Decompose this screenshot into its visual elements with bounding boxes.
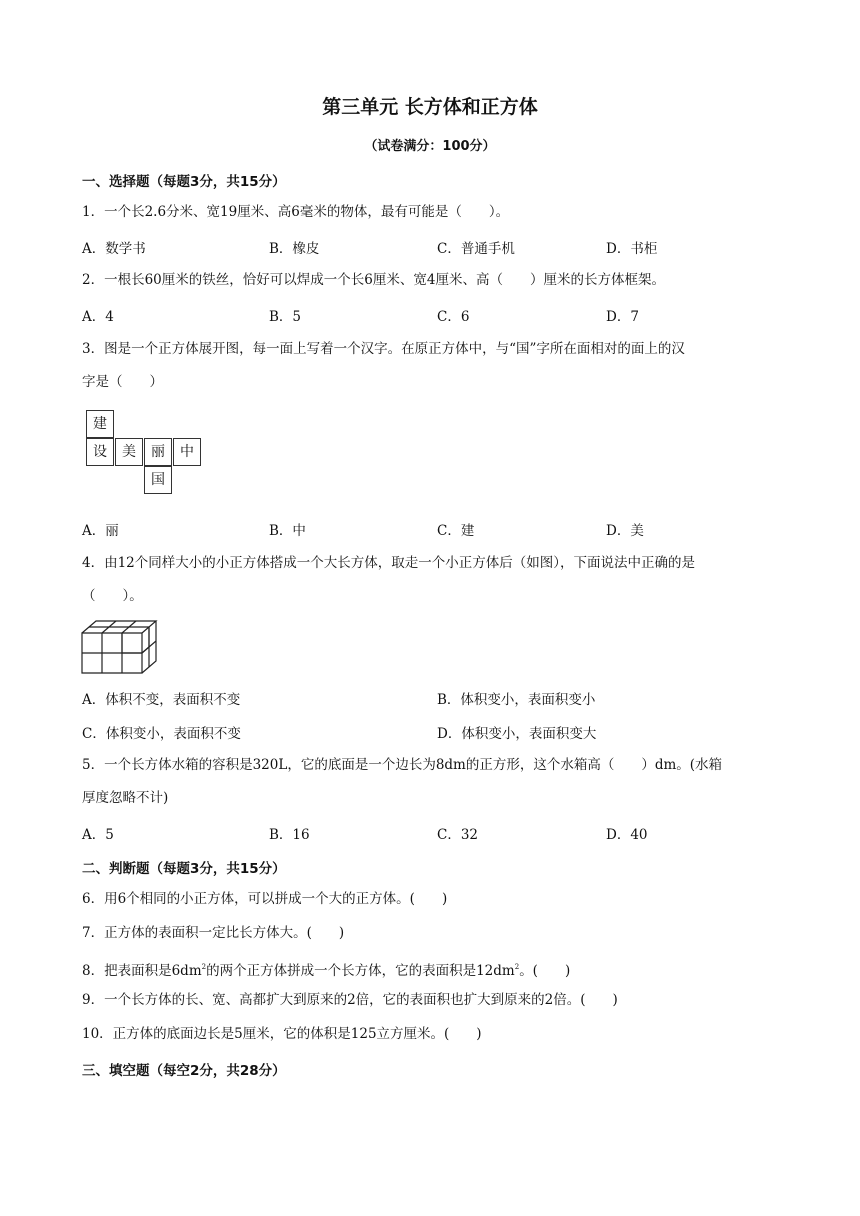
question-4-line1: 4．由12个同样大小的小正方体搭成一个大长方体，取走一个小正方体后（如图），下面说法中正确的是 [82,555,696,571]
q8-superscript-2: 2 [514,963,520,971]
question-5-line1: 5．一个长方体水箱的容积是320L，它的底面是一个边长为8dm的正方形，这个水箱高（ ）dm。(水箱 [82,757,723,773]
net-face-jian: 建 [86,410,114,438]
q8-superscript-1: 2 [201,963,207,971]
q4-option-a: A．体积不变，表面积不变 [82,692,241,708]
net-face-li: 丽 [144,438,172,466]
question-1: 1．一个长2.6分米、宽19厘米、高6毫米的物体，最有可能是（ ）。 [82,204,510,220]
q8-text-b: 的两个正方体拼成一个长方体，它的表面积是12dm [206,963,515,979]
question-3-line2: 字是（ ） [82,374,163,390]
question-6: 6．用6个相同的小正方体，可以拼成一个大的正方体。( ) [82,891,448,907]
q5-option-b: B．16 [269,827,310,843]
net-face-she: 设 [86,438,114,466]
q3-option-b: B．中 [269,523,306,539]
q8-text-a: 8．把表面积是6dm [82,963,202,979]
q4-option-b: B．体积变小，表面积变小 [437,692,596,708]
q4-option-d: D．体积变小，表面积变大 [437,726,597,742]
question-2: 2．一根长60厘米的铁丝，恰好可以焊成一个长6厘米、宽4厘米、高（ ）厘米的长方体框架。 [82,272,665,288]
question-9: 9．一个长方体的长、宽、高都扩大到原来的2倍，它的表面积也扩大到原来的2倍。( ) [82,992,618,1008]
q8-text-c: 。( ) [519,963,571,979]
q4-option-c: C．体积变小，表面积不变 [82,726,241,742]
question-7: 7．正方体的表面积一定比长方体大。( ) [82,925,345,941]
question-3-line1: 3．图是一个正方体展开图，每一面上写着一个汉字。在原正方体中，与“国”字所在面相对的面上的汉 [82,341,685,357]
section-heading-judgment: 二、判断题（每题3分，共15分） [82,861,286,877]
q2-option-a: A．4 [82,309,114,325]
q3-option-c: C．建 [437,523,475,539]
q3-option-a: A．丽 [82,523,119,539]
net-face-zhong: 中 [173,438,201,466]
question-4-line2: （ ）。 [82,588,143,604]
cube-net-figure [86,410,206,500]
q3-option-d: D．美 [606,523,644,539]
question-5-line2: 厚度忽略不计) [82,790,169,806]
section-heading-choice: 一、选择题（每题3分，共15分） [82,174,286,190]
question-10: 10．正方体的底面边长是5厘米，它的体积是125立方厘米。( ) [82,1026,482,1042]
q2-option-d: D．7 [606,309,639,325]
question-8 [82,958,570,980]
page-subtitle: （试卷满分：100分） [364,139,496,154]
q1-option-d: D．书柜 [606,241,658,257]
cuboid-figure [80,617,160,675]
q5-option-d: D．40 [606,827,648,843]
net-face-guo: 国 [144,466,172,494]
net-face-mei: 美 [115,438,143,466]
q2-option-c: C．6 [437,309,470,325]
page-title: 第三单元 长方体和正方体 [322,96,538,118]
q2-option-b: B．5 [269,309,302,325]
section-heading-fill-blank: 三、填空题（每空2分，共28分） [82,1063,286,1079]
q5-option-a: A．5 [82,827,114,843]
q1-option-b: B．橡皮 [269,241,320,257]
q1-option-c: C．普通手机 [437,241,515,257]
q5-option-c: C．32 [437,827,479,843]
q1-option-a: A．数学书 [82,241,146,257]
